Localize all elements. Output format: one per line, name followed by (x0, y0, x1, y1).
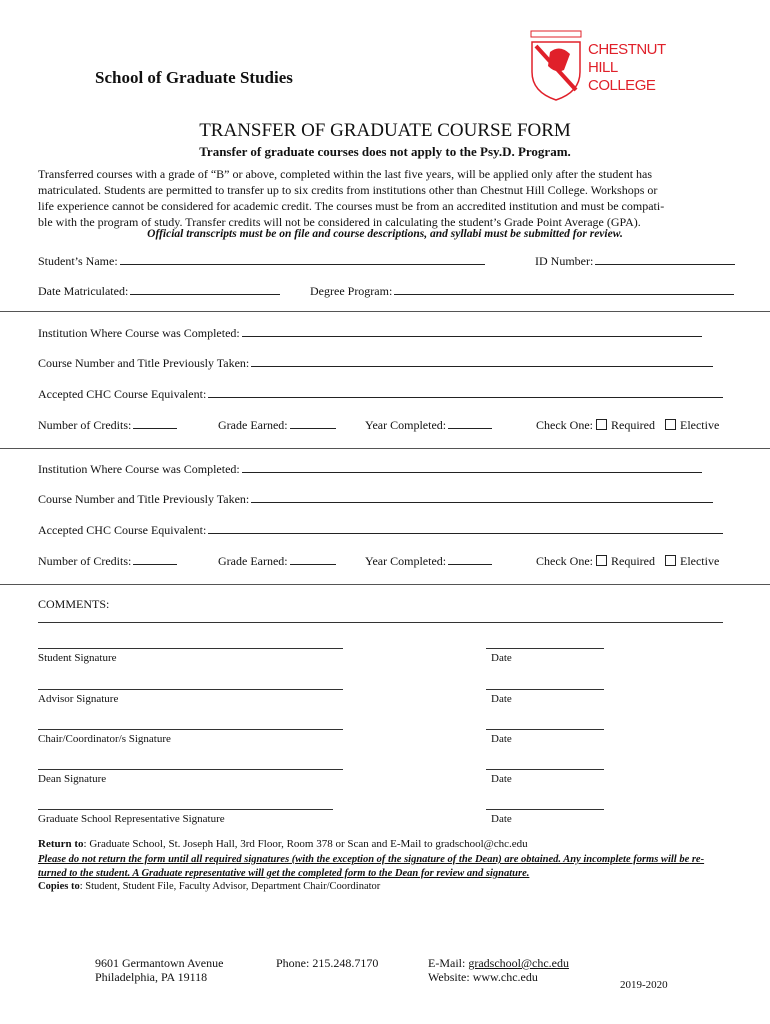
email-link[interactable]: gradschool@chc.edu (468, 956, 570, 970)
credits-field[interactable] (38, 554, 177, 569)
grade-label: Grade Earned: (218, 554, 288, 568)
comments-line[interactable] (38, 622, 723, 623)
website-text: Website: www.chc.edu (428, 970, 538, 984)
grade-field[interactable] (218, 554, 336, 569)
degree-program-field[interactable] (310, 284, 734, 299)
student-name-label: Student’s Name: (38, 254, 118, 268)
degree-program-label: Degree Program: (310, 284, 393, 298)
institution-label: Institution Where Course was Completed: (38, 326, 240, 340)
form-subtitle: Transfer of graduate courses does not apply to the Psy.D. Program. (199, 144, 571, 159)
date-line[interactable] (486, 809, 604, 810)
intro-line: ble with the program of study. Transfer credits will not be considered in calculating the student’s Grade Point Average (GPA). (38, 215, 641, 229)
warning-line: Please do not return the form until all required signatures (with the exception of the signature of the Dean) are obtained. Any incomplete forms will be re- (38, 854, 705, 865)
logo-text-2: HILL (588, 59, 618, 76)
logo-text-1: CHESTNUT (588, 41, 666, 58)
year-label: Year Completed: (365, 554, 447, 568)
date-line[interactable] (486, 769, 604, 770)
elective-checkbox[interactable] (665, 555, 676, 566)
course-taken-label: Course Number and Title Previously Taken: (38, 356, 250, 370)
school-name: School of Graduate Studies (95, 68, 293, 87)
date-line[interactable] (486, 689, 604, 690)
return-to-label: Return to (38, 838, 84, 850)
year-field[interactable] (365, 418, 492, 433)
date-label: Date (491, 733, 512, 745)
elective-label: Elective (679, 418, 720, 432)
return-to-text: : Graduate School, St. Joseph Hall, 3rd Floor, Room 378 or Scan and E-Mail to gradschool@chc.edu (83, 838, 528, 850)
college-logo (530, 30, 670, 102)
comments-label: COMMENTS: (38, 597, 110, 611)
date-matriculated-field[interactable] (38, 284, 280, 299)
required-label: Required (610, 418, 655, 432)
address-line-1: 9601 Germantown Avenue (95, 956, 224, 970)
year-field[interactable] (365, 554, 492, 569)
credits-label: Number of Credits: (38, 418, 132, 432)
id-number-label: ID Number: (535, 254, 594, 268)
grade-label: Grade Earned: (218, 418, 288, 432)
signature-label: Graduate School Representative Signature (38, 813, 225, 825)
form-title: TRANSFER OF GRADUATE COURSE FORM (199, 120, 571, 141)
signature-line[interactable] (38, 648, 343, 649)
divider (0, 448, 770, 449)
chc-equivalent-label: Accepted CHC Course Equivalent: (38, 523, 207, 537)
student-name-field[interactable] (38, 254, 485, 269)
copies-to (38, 881, 380, 892)
intro-line: matriculated. Students are permitted to transfer up to six credits from institutions other than Chestnut Hill College. Workshops or (38, 183, 658, 197)
divider (0, 311, 770, 312)
year-label: Year Completed: (365, 418, 447, 432)
signature-label: Dean Signature (38, 773, 107, 785)
footer-phone: Phone: 215.248.7170 (276, 956, 379, 970)
signature-label: Student Signature (38, 652, 117, 664)
required-checkbox[interactable] (596, 555, 607, 566)
elective-label: Elective (679, 554, 720, 568)
date-line[interactable] (486, 648, 604, 649)
copies-to-text: : Student, Student File, Faculty Advisor, Department Chair/Coordinator (79, 881, 381, 892)
institution-field[interactable] (38, 462, 702, 477)
grade-field[interactable] (218, 418, 336, 433)
check-one-label: Check One: (536, 554, 593, 568)
course-taken-field[interactable] (38, 492, 713, 507)
date-label: Date (491, 773, 512, 785)
email-label: E-Mail: (428, 956, 469, 970)
intro-note: Official transcripts must be on file and course descriptions, and syllabi must be submitted for review. (147, 228, 623, 240)
chc-equivalent-label: Accepted CHC Course Equivalent: (38, 387, 207, 401)
signature-label: Chair/Coordinator/s Signature (38, 733, 171, 745)
date-line[interactable] (486, 729, 604, 730)
signature-line[interactable] (38, 729, 343, 730)
address-line-2: Philadelphia, PA 19118 (95, 970, 208, 984)
date-matriculated-label: Date Matriculated: (38, 284, 129, 298)
check-one-group (536, 418, 719, 433)
date-label: Date (491, 813, 512, 825)
signature-line[interactable] (38, 689, 343, 690)
divider (0, 584, 770, 585)
required-checkbox[interactable] (596, 419, 607, 430)
warning-line: turned to the student. A Graduate representative will get the completed form to the Dean for review and signature. (38, 868, 530, 879)
intro-paragraph (38, 166, 664, 230)
copies-to-label: Copies to (38, 881, 80, 892)
return-to (38, 838, 528, 850)
chc-equivalent-field[interactable] (38, 523, 723, 538)
check-one-label: Check One: (536, 418, 593, 432)
footer-contact (428, 956, 569, 984)
id-number-field[interactable] (535, 254, 735, 269)
signature-label: Advisor Signature (38, 693, 119, 705)
course-taken-label: Course Number and Title Previously Taken: (38, 492, 250, 506)
intro-line: life experience cannot be considered for academic credit. The courses must be from an accredited institution and must be compati- (38, 199, 665, 213)
form-year: 2019-2020 (620, 979, 668, 991)
logo-text-3: COLLEGE (588, 77, 656, 94)
intro-line: Transferred courses with a grade of “B” or above, completed within the last five years, will be applied only after the student has (38, 167, 653, 181)
institution-label: Institution Where Course was Completed: (38, 462, 240, 476)
elective-checkbox[interactable] (665, 419, 676, 430)
warning-note (38, 853, 704, 881)
chc-equivalent-field[interactable] (38, 387, 723, 402)
footer-address (95, 956, 223, 984)
credits-label: Number of Credits: (38, 554, 132, 568)
date-label: Date (491, 693, 512, 705)
required-label: Required (610, 554, 655, 568)
college-crest-icon (530, 30, 582, 102)
check-one-group (536, 554, 719, 569)
signature-line[interactable] (38, 769, 343, 770)
date-label: Date (491, 652, 512, 664)
course-taken-field[interactable] (38, 356, 713, 371)
institution-field[interactable] (38, 326, 702, 341)
signature-line[interactable] (38, 809, 333, 810)
credits-field[interactable] (38, 418, 177, 433)
